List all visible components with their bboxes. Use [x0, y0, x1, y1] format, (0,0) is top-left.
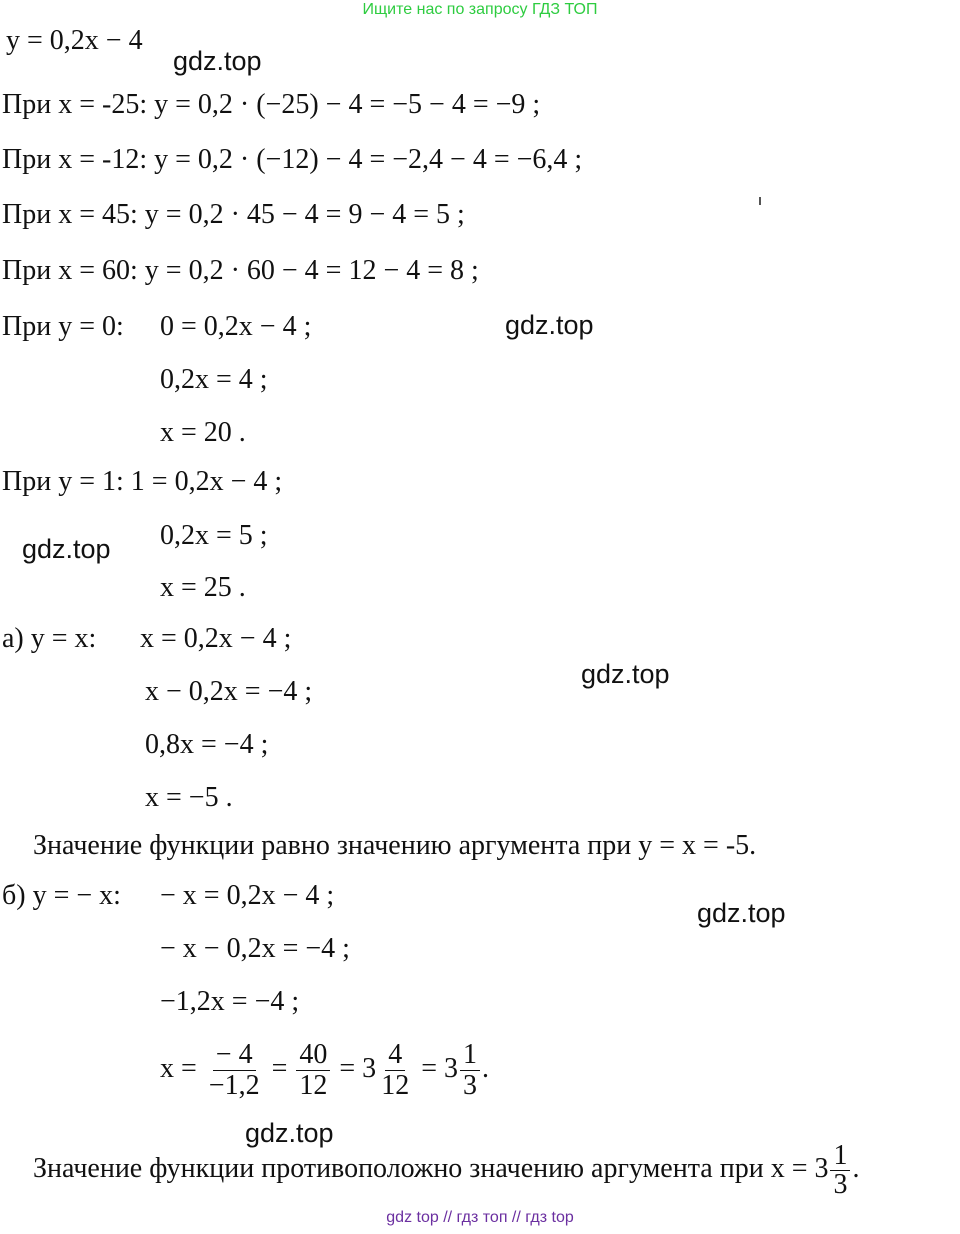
- solution-line: x = 0,2x − 4 ;: [140, 623, 292, 654]
- fraction-numerator: − 4: [213, 1040, 256, 1071]
- fraction-denominator: 3: [833, 1169, 848, 1200]
- solution-line-label: При y = 0:: [2, 311, 124, 342]
- fraction-numerator: 4: [385, 1040, 405, 1071]
- watermark: gdz.top: [581, 659, 670, 689]
- solution-line: −1,2x = −4 ;: [160, 986, 300, 1017]
- fraction-numerator: 40: [296, 1040, 330, 1071]
- mixed-number-whole: = 3: [339, 1052, 377, 1084]
- conclusion-text: Значение функции противоположно значению аргумента при x = 3: [33, 1152, 829, 1184]
- solution-line: При x = 45: y = 0,2 · 45 − 4 = 9 − 4 = 5 ;: [2, 199, 465, 230]
- search-banner[interactable]: Ищите нас по запросу ГДЗ ТОП: [362, 1, 598, 18]
- solution-line: При y = 1: 1 = 0,2x − 4 ;: [2, 466, 283, 497]
- equation-lhs: x =: [160, 1052, 197, 1084]
- conclusion-text: Значение функции равно значению аргумента при y = x = -5.: [33, 830, 757, 861]
- fraction-denominator: −1,2: [208, 1070, 260, 1101]
- fraction-denominator: 12: [299, 1070, 328, 1101]
- fraction: [378, 1040, 412, 1101]
- fraction: [830, 1142, 850, 1199]
- solution-line: 0,2x = 5 ;: [160, 520, 268, 551]
- watermark: gdz.top: [22, 534, 111, 564]
- solution-line: При x = -25: y = 0,2 · (−25) − 4 = −5 − 4 = −9 ;: [2, 89, 541, 120]
- final-conclusion: [33, 1142, 859, 1199]
- fraction: [206, 1040, 263, 1101]
- watermark: gdz.top: [505, 310, 594, 340]
- mixed-number-whole: = 3: [421, 1052, 458, 1084]
- solution-line: При x = 60: y = 0,2 · 60 − 4 = 12 − 4 = 8 ;: [2, 255, 479, 286]
- solution-line: x = −5 .: [145, 782, 233, 813]
- fraction-denominator: 3: [462, 1070, 477, 1101]
- fraction-denominator: 12: [381, 1070, 410, 1101]
- equals-sign: =: [271, 1052, 288, 1084]
- part-a-label: а) y = x:: [2, 623, 97, 654]
- solution-line: 0 = 0,2x − 4 ;: [160, 311, 312, 342]
- watermark: gdz.top: [697, 898, 786, 928]
- fraction: [460, 1040, 480, 1101]
- footer-links[interactable]: gdz top // гдз топ // гдз top: [386, 1209, 574, 1226]
- solution-line: x − 0,2x = −4 ;: [145, 676, 313, 707]
- fraction-numerator: 1: [830, 1142, 850, 1171]
- solution-line: 0,2x = 4 ;: [160, 364, 268, 395]
- solution-line: − x − 0,2x = −4 ;: [160, 933, 350, 964]
- period: .: [481, 1052, 489, 1084]
- solution-line: x = 25 .: [160, 572, 246, 603]
- fraction: [296, 1040, 330, 1101]
- solution-line: − x = 0,2x − 4 ;: [160, 880, 335, 911]
- part-b-label: б) y = − x:: [2, 880, 121, 911]
- function-definition: y = 0,2x − 4: [6, 25, 143, 56]
- solution-line: При x = -12: y = 0,2 · (−12) − 4 = −2,4 − 4 = −6,4 ;: [2, 144, 583, 175]
- period: .: [852, 1152, 860, 1184]
- solution-line: x = 20 .: [160, 417, 246, 448]
- fraction-equation: [160, 1040, 489, 1101]
- watermark: gdz.top: [245, 1118, 334, 1148]
- watermark: gdz.top: [173, 46, 262, 76]
- stray-mark: [759, 197, 761, 205]
- fraction-numerator: 1: [460, 1040, 480, 1071]
- solution-line: 0,8x = −4 ;: [145, 729, 269, 760]
